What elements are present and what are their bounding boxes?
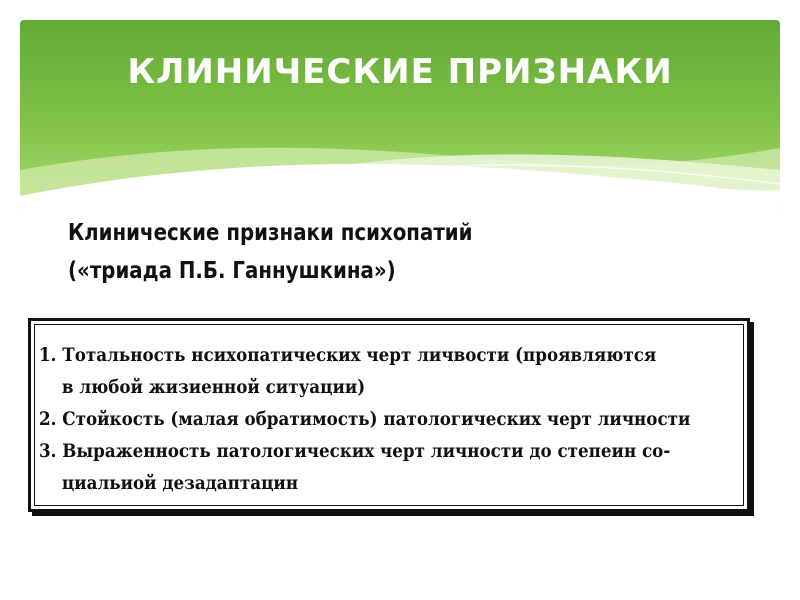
criteria-item-1-text: 1. Тотальность нсихопатических черт личвости (проявляются (39, 344, 657, 366)
banner-wave-graphic (20, 20, 780, 210)
criteria-item-1-continuation: в любой жизиенной ситуации) (61, 376, 366, 398)
criteria-item-2-text: 2. Стойкость (малая обратимость) патологических черт личности (39, 408, 691, 430)
criteria-item-3 (39, 435, 725, 499)
criteria-item-3-text: 3. Выраженность патологических черт личности до степеин со- (39, 440, 671, 462)
criteria-item-2 (39, 403, 725, 435)
heading-line-2: («триада П.Б. Ганнушкина») (68, 258, 396, 284)
criteria-box (28, 318, 750, 512)
criteria-item-1 (39, 339, 725, 403)
heading-line-1: Клинические признаки психопатий (68, 220, 473, 246)
title-banner (20, 20, 780, 210)
heading (68, 214, 473, 290)
criteria-list (39, 339, 725, 499)
criteria-item-3-continuation: циальиой дезадаптацин (61, 472, 299, 494)
slide-title: КЛИНИЧЕСКИЕ ПРИЗНАКИ (127, 52, 673, 92)
